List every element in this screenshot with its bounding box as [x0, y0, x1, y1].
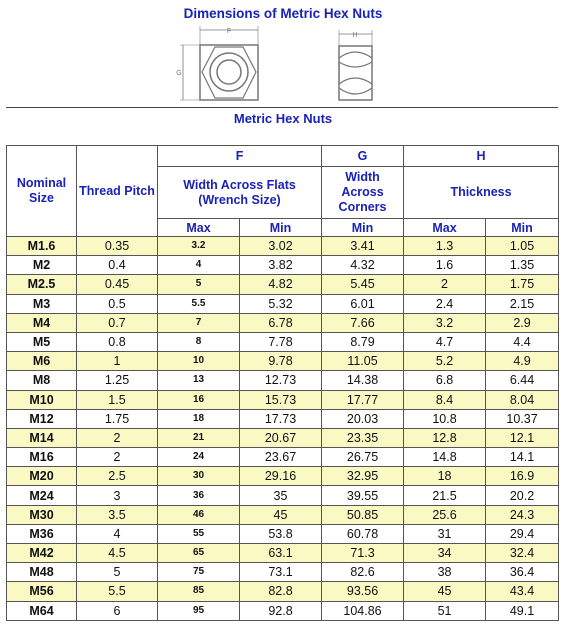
cell-h-min: 49.1: [486, 601, 559, 620]
cell-f-min: 45: [240, 505, 322, 524]
cell-h-max: 6.8: [404, 371, 486, 390]
cell-h-min: 2.9: [486, 313, 559, 332]
cell-pitch: 1.75: [77, 409, 158, 428]
cell-g-min: 39.55: [322, 486, 404, 505]
cell-h-max: 38: [404, 563, 486, 582]
table-row: [7, 352, 559, 371]
cell-h-min: 36.4: [486, 563, 559, 582]
cell-g-min: 3.41: [322, 237, 404, 256]
cell-pitch: 1.5: [77, 390, 158, 409]
cell-size: M48: [7, 563, 77, 582]
cell-size: M4: [7, 313, 77, 332]
hex-nut-diagram: [0, 20, 566, 110]
cell-h-min: 12.1: [486, 428, 559, 447]
cell-f-max: 5: [158, 275, 240, 294]
cell-h-max: 21.5: [404, 486, 486, 505]
table-row: [7, 428, 559, 447]
cell-size: M6: [7, 352, 77, 371]
cell-h-min: 16.9: [486, 467, 559, 486]
cell-size: M16: [7, 448, 77, 467]
group-header-h: H: [404, 146, 559, 167]
table-row: [7, 390, 559, 409]
sub-header-h-min: Min: [486, 219, 559, 237]
cell-h-min: 6.44: [486, 371, 559, 390]
page-title: Dimensions of Metric Hex Nuts: [183, 6, 383, 21]
cell-h-max: 8.4: [404, 390, 486, 409]
cell-f-min: 4.82: [240, 275, 322, 294]
cell-f-max: 13: [158, 371, 240, 390]
cell-h-min: 20.2: [486, 486, 559, 505]
cell-f-min: 9.78: [240, 352, 322, 371]
cell-f-min: 3.82: [240, 256, 322, 275]
table-title: Metric Hex Nuts: [233, 111, 333, 126]
cell-f-max: 10: [158, 352, 240, 371]
cell-g-min: 4.32: [322, 256, 404, 275]
cell-pitch: 3.5: [77, 505, 158, 524]
cell-pitch: 2: [77, 428, 158, 447]
cell-h-max: 18: [404, 467, 486, 486]
diagram-label-h: H: [352, 32, 358, 39]
table-body: [7, 237, 559, 621]
cell-pitch: 0.5: [77, 294, 158, 313]
cell-pitch: 1.25: [77, 371, 158, 390]
table-row: [7, 256, 559, 275]
cell-f-max: 85: [158, 582, 240, 601]
cell-size: M12: [7, 409, 77, 428]
cell-f-min: 7.78: [240, 332, 322, 351]
sub-header-f-max: Max: [158, 219, 240, 237]
cell-g-min: 26.75: [322, 448, 404, 467]
table-row: [7, 601, 559, 620]
sub-header-g-min: Min: [322, 219, 404, 237]
cell-h-min: 4.4: [486, 332, 559, 351]
cell-h-max: 34: [404, 544, 486, 563]
cell-size: M1.6: [7, 237, 77, 256]
cell-pitch: 0.8: [77, 332, 158, 351]
cell-size: M30: [7, 505, 77, 524]
cell-size: M2.5: [7, 275, 77, 294]
cell-h-max: 2.4: [404, 294, 486, 313]
cell-h-min: 2.15: [486, 294, 559, 313]
table-row: [7, 237, 559, 256]
cell-f-min: 3.02: [240, 237, 322, 256]
col-header-thickness: Thickness: [404, 167, 559, 219]
table-row: [7, 275, 559, 294]
group-header-g: G: [322, 146, 404, 167]
cell-g-min: 17.77: [322, 390, 404, 409]
cell-pitch: 0.4: [77, 256, 158, 275]
cell-size: M2: [7, 256, 77, 275]
front-view: [180, 26, 258, 100]
cell-g-min: 11.05: [322, 352, 404, 371]
cell-pitch: 4.5: [77, 544, 158, 563]
cell-pitch: 3: [77, 486, 158, 505]
cell-g-min: 104.86: [322, 601, 404, 620]
table-row: [7, 486, 559, 505]
cell-f-min: 29.16: [240, 467, 322, 486]
cell-f-max: 65: [158, 544, 240, 563]
cell-f-min: 17.73: [240, 409, 322, 428]
table-row: [7, 371, 559, 390]
col-header-thread-pitch: Thread Pitch: [77, 146, 158, 237]
group-header-f: F: [158, 146, 322, 167]
table-row: [7, 505, 559, 524]
cell-h-max: 25.6: [404, 505, 486, 524]
cell-h-min: 29.4: [486, 524, 559, 543]
cell-f-min: 35: [240, 486, 322, 505]
cell-size: M42: [7, 544, 77, 563]
cell-pitch: 4: [77, 524, 158, 543]
cell-h-max: 12.8: [404, 428, 486, 447]
cell-f-min: 5.32: [240, 294, 322, 313]
table-row: [7, 409, 559, 428]
cell-f-max: 75: [158, 563, 240, 582]
cell-f-max: 30: [158, 467, 240, 486]
divider: [6, 107, 558, 108]
cell-pitch: 0.7: [77, 313, 158, 332]
cell-g-min: 32.95: [322, 467, 404, 486]
cell-f-max: 3.2: [158, 237, 240, 256]
table-row: [7, 467, 559, 486]
cell-f-min: 73.1: [240, 563, 322, 582]
table-row: [7, 294, 559, 313]
cell-h-min: 10.37: [486, 409, 559, 428]
cell-f-max: 7: [158, 313, 240, 332]
cell-f-min: 15.73: [240, 390, 322, 409]
cell-f-min: 23.67: [240, 448, 322, 467]
side-view: [339, 30, 372, 100]
table-row: [7, 544, 559, 563]
col-header-width-across-corners: Width Across Corners: [322, 167, 404, 219]
hex-nut-table: [6, 145, 559, 621]
cell-size: M5: [7, 332, 77, 351]
cell-f-max: 36: [158, 486, 240, 505]
cell-h-min: 1.35: [486, 256, 559, 275]
sub-header-f-min: Min: [240, 219, 322, 237]
cell-f-max: 95: [158, 601, 240, 620]
cell-h-min: 1.75: [486, 275, 559, 294]
cell-g-min: 50.85: [322, 505, 404, 524]
cell-g-min: 82.6: [322, 563, 404, 582]
cell-h-min: 8.04: [486, 390, 559, 409]
cell-size: M36: [7, 524, 77, 543]
col-header-width-across-flats: Width Across Flats (Wrench Size): [158, 167, 322, 219]
diagram-label-g: G: [176, 70, 182, 77]
diagram-label-f: F: [226, 28, 232, 35]
cell-g-min: 71.3: [322, 544, 404, 563]
table-row: [7, 582, 559, 601]
cell-g-min: 20.03: [322, 409, 404, 428]
cell-h-max: 3.2: [404, 313, 486, 332]
cell-pitch: 0.35: [77, 237, 158, 256]
col-header-nominal-size: Nominal Size: [7, 146, 77, 237]
cell-f-min: 82.8: [240, 582, 322, 601]
cell-pitch: 1: [77, 352, 158, 371]
table-row: [7, 563, 559, 582]
cell-g-min: 23.35: [322, 428, 404, 447]
cell-h-max: 4.7: [404, 332, 486, 351]
cell-size: M20: [7, 467, 77, 486]
cell-pitch: 5: [77, 563, 158, 582]
cell-f-min: 53.8: [240, 524, 322, 543]
cell-g-min: 5.45: [322, 275, 404, 294]
cell-size: M8: [7, 371, 77, 390]
cell-f-max: 16: [158, 390, 240, 409]
cell-pitch: 0.45: [77, 275, 158, 294]
cell-g-min: 93.56: [322, 582, 404, 601]
cell-h-min: 1.05: [486, 237, 559, 256]
cell-h-min: 24.3: [486, 505, 559, 524]
cell-f-max: 55: [158, 524, 240, 543]
sub-header-h-max: Max: [404, 219, 486, 237]
cell-g-min: 7.66: [322, 313, 404, 332]
cell-g-min: 8.79: [322, 332, 404, 351]
cell-h-max: 1.6: [404, 256, 486, 275]
cell-f-min: 12.73: [240, 371, 322, 390]
table-row: [7, 313, 559, 332]
table-row: [7, 524, 559, 543]
table-row: [7, 332, 559, 351]
cell-f-max: 8: [158, 332, 240, 351]
cell-h-max: 2: [404, 275, 486, 294]
cell-pitch: 2: [77, 448, 158, 467]
cell-f-max: 18: [158, 409, 240, 428]
cell-f-max: 46: [158, 505, 240, 524]
table-row: [7, 448, 559, 467]
cell-pitch: 6: [77, 601, 158, 620]
cell-f-max: 21: [158, 428, 240, 447]
cell-f-min: 20.67: [240, 428, 322, 447]
cell-size: M64: [7, 601, 77, 620]
cell-size: M3: [7, 294, 77, 313]
cell-g-min: 14.38: [322, 371, 404, 390]
cell-f-min: 63.1: [240, 544, 322, 563]
cell-pitch: 5.5: [77, 582, 158, 601]
cell-h-min: 4.9: [486, 352, 559, 371]
cell-f-max: 5.5: [158, 294, 240, 313]
cell-h-max: 51: [404, 601, 486, 620]
cell-h-max: 14.8: [404, 448, 486, 467]
cell-h-min: 43.4: [486, 582, 559, 601]
cell-h-max: 45: [404, 582, 486, 601]
cell-size: M24: [7, 486, 77, 505]
cell-f-min: 92.8: [240, 601, 322, 620]
cell-h-max: 5.2: [404, 352, 486, 371]
cell-h-min: 14.1: [486, 448, 559, 467]
cell-size: M14: [7, 428, 77, 447]
cell-h-min: 32.4: [486, 544, 559, 563]
cell-h-max: 10.8: [404, 409, 486, 428]
cell-size: M10: [7, 390, 77, 409]
cell-g-min: 6.01: [322, 294, 404, 313]
cell-size: M56: [7, 582, 77, 601]
cell-h-max: 31: [404, 524, 486, 543]
cell-f-max: 4: [158, 256, 240, 275]
cell-h-max: 1.3: [404, 237, 486, 256]
cell-pitch: 2.5: [77, 467, 158, 486]
cell-f-min: 6.78: [240, 313, 322, 332]
cell-g-min: 60.78: [322, 524, 404, 543]
cell-f-max: 24: [158, 448, 240, 467]
